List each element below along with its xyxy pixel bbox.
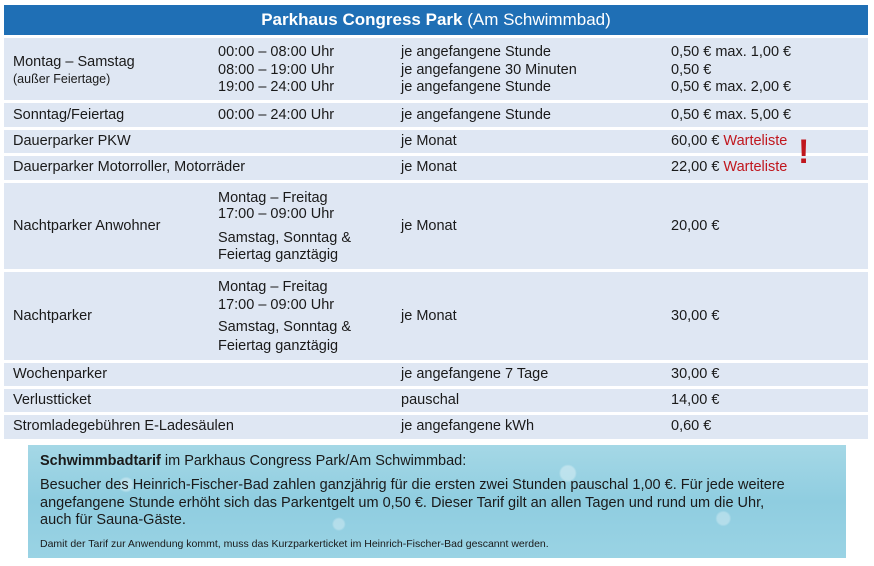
warning-exclamation-icon: ! — [798, 133, 810, 171]
row-name: Montag – Samstag — [13, 54, 135, 70]
row-name: Nachtparker — [13, 308, 92, 324]
row-unit: je angefangene Stunde — [401, 79, 551, 95]
row-price: 60,00 € — [671, 133, 720, 149]
row-price: 0,50 € max. 1,00 € — [671, 44, 792, 60]
row-name: Nachtparker Anwohner — [13, 218, 161, 234]
row-price: 0,50 € max. 5,00 € — [671, 107, 792, 123]
row-time: Feiertag ganztägig — [218, 247, 339, 263]
table-row — [4, 103, 868, 127]
row-price: 20,00 € — [671, 218, 720, 234]
row-price-group — [671, 159, 787, 177]
row-name: Sonntag/Feiertag — [13, 107, 125, 123]
table-title — [4, 5, 868, 35]
row-time: 00:00 – 24:00 Uhr — [218, 107, 335, 123]
pool-tariff-heading — [40, 453, 840, 470]
table-row — [4, 156, 868, 180]
row-unit: je angefangene Stunde — [401, 107, 551, 123]
row-price: 0,60 € — [671, 418, 712, 434]
row-price: 30,00 € — [671, 308, 720, 324]
row-price: 22,00 € — [671, 159, 720, 175]
table-row — [4, 415, 868, 439]
row-name-sub: (außer Feiertage) — [13, 72, 111, 86]
row-price: 0,50 € max. 2,00 € — [671, 79, 792, 95]
table-row — [4, 272, 868, 360]
pool-tariff-text-line: Besucher des Heinrich-Fischer-Bad zahlen ganzjährig für die ersten zwei Stunden pauschal 1,00 €. Für jede weitere — [40, 477, 785, 493]
table-row — [4, 38, 868, 100]
row-time: Samstag, Sonntag & — [218, 319, 351, 335]
row-unit: je angefangene kWh — [401, 418, 535, 434]
title-rest: (Am Schwimmbad) — [462, 10, 611, 29]
row-name: Verlustticket — [13, 392, 92, 408]
row-unit: je angefangene 7 Tage — [401, 366, 549, 382]
pool-tariff-text-line: auch für Sauna-Gäste. — [40, 512, 186, 528]
row-time: 00:00 – 08:00 Uhr — [218, 44, 335, 60]
row-price: 0,50 € — [671, 62, 712, 78]
table-row — [4, 130, 868, 153]
row-time: 19:00 – 24:00 Uhr — [218, 79, 335, 95]
row-time: 17:00 – 09:00 Uhr — [218, 206, 335, 222]
pool-tariff-box — [28, 445, 846, 558]
table-row — [4, 183, 868, 269]
row-unit: je angefangene Stunde — [401, 44, 551, 60]
row-unit: je Monat — [401, 218, 457, 234]
row-name: Dauerparker Motorroller, Motorräder — [13, 159, 246, 175]
row-unit: pauschal — [401, 392, 460, 408]
row-time: Montag – Freitag — [218, 279, 328, 295]
row-time: 17:00 – 09:00 Uhr — [218, 297, 335, 313]
row-unit: je Monat — [401, 133, 457, 149]
row-unit: je Monat — [401, 159, 457, 175]
row-unit: je Monat — [401, 308, 457, 324]
pool-tariff-heading-rest: im Parkhaus Congress Park/Am Schwimmbad: — [160, 453, 467, 469]
table-row — [4, 389, 868, 412]
row-price-group — [671, 133, 787, 151]
row-time: Feiertag ganztägig — [218, 338, 339, 354]
row-time: 08:00 – 19:00 Uhr — [218, 62, 335, 78]
row-name: Wochenparker — [13, 366, 108, 382]
pool-tariff-text-line: angefangene Stunde erhöht sich das Parkentgelt um 0,50 €. Dieser Tarif gilt an allen Tagen und rund um die Uhr, — [40, 495, 765, 511]
waitlist-link[interactable]: Warteliste — [723, 133, 788, 149]
row-name: Stromladegebühren E-Ladesäulen — [13, 418, 234, 434]
row-price: 14,00 € — [671, 392, 720, 408]
title-bold: Parkhaus Congress Park — [261, 10, 463, 29]
row-time: Samstag, Sonntag & — [218, 230, 351, 246]
pool-tariff-heading-bold: Schwimmbadtarif — [40, 453, 161, 469]
row-price: 30,00 € — [671, 366, 720, 382]
waitlist-link[interactable]: Warteliste — [723, 159, 788, 175]
row-name: Dauerparker PKW — [13, 133, 131, 149]
row-time: Montag – Freitag — [218, 190, 328, 206]
pool-tariff-note: Damit der Tarif zur Anwendung kommt, muss das Kurzparkerticket im Heinrich-Fischer-Bad gescannt werden. — [40, 538, 549, 550]
table-row — [4, 363, 868, 386]
row-unit: je angefangene 30 Minuten — [401, 62, 577, 78]
